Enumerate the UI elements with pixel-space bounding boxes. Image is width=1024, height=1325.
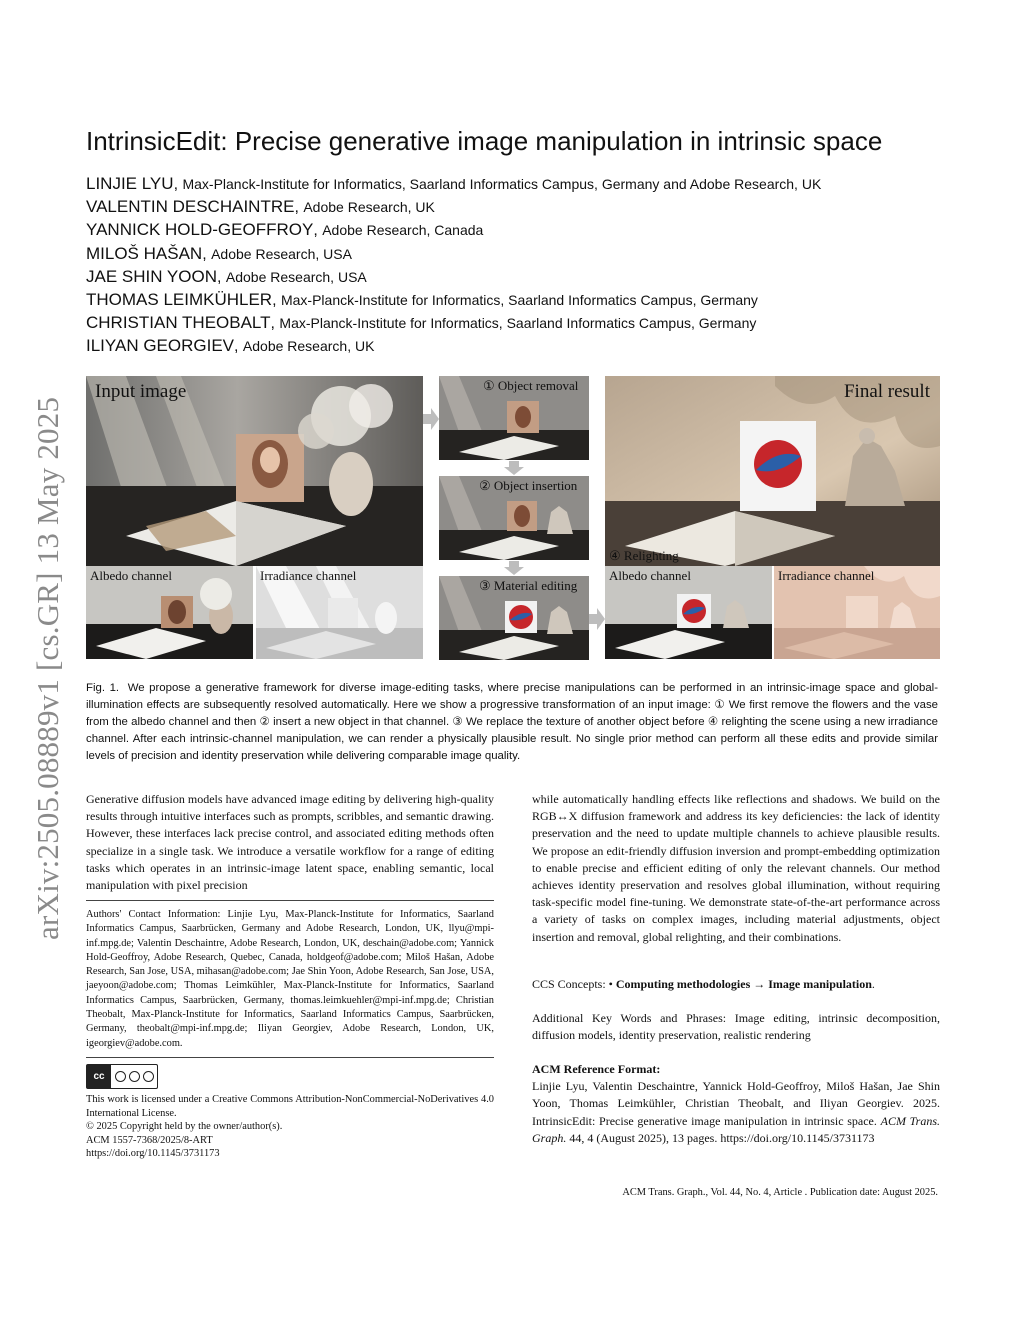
author-affiliation: Max-Planck-Institute for Informatics, Saarland Informatics Campus, Germany bbox=[280, 291, 758, 308]
object-insertion-panel bbox=[439, 476, 589, 560]
material-editing-label: ③ Material editing bbox=[479, 578, 578, 593]
abstract-right-column: while automatically handling effects like reflections and shadows. We build on the RGB↔X diffusion framework and address its key deficiencies: the lack of identity preservation and the need to update multiple channels to achieve plausible results. We propose an edit-friendly diffusion inversion and prompt-embedding optimization to enable precise and efficient editing of only the relevant channels. Our method achieves identity preservation and resolves global illumination, without requiring task-specific model fine-tuning. We demonstrate state-of-the-art performance across a variety of tasks on complex images, including material adjustments, object insertion and removal, global relighting, and their combinations. bbox=[532, 792, 940, 944]
journal-name: ACM Trans. Graph. bbox=[532, 1113, 941, 1145]
ccs-concept: Computing methodologies → Image manipulation bbox=[615, 977, 872, 991]
author-name: ILIYAN GEORGIEV bbox=[86, 336, 235, 356]
author-line: VALENTIN DESCHAINTRE, Adobe Research, UK bbox=[86, 197, 435, 217]
input-image-illustration bbox=[86, 376, 423, 566]
figure-caption-label: Fig. 1. bbox=[86, 682, 120, 694]
author-affiliation: Max-Planck-Institute for Informatics, Saarland Informatics Campus, Germany bbox=[279, 315, 757, 332]
irradiance-channel-left-panel bbox=[256, 566, 423, 659]
cc-logo-icon: cc bbox=[87, 1065, 111, 1088]
cc-nc-icon bbox=[129, 1071, 140, 1082]
cc-nd-icon bbox=[143, 1071, 154, 1082]
irradiance-right-label: Irradiance channel bbox=[778, 568, 875, 583]
author-line: LINJIE LYU, Max-Planck-Institute for Informatics, Saarland Informatics Campus, Germany and Adobe Research, UK bbox=[86, 174, 822, 193]
author-affiliation: Max-Planck-Institute for Informatics, Saarland Informatics Campus, Germany and Adobe Research, UK bbox=[182, 176, 822, 192]
license-statement: This work is licensed under a Creative Commons Attribution-NonCommercial-NoDerivatives 4.0 International License. bbox=[86, 1094, 494, 1119]
acm-reference-text: Linjie Lyu, Valentin Deschaintre, Yannick Hold-Geoffroy, Miloš Hašan, Jae Shin Yoon, Thomas Leimkühler, Christian Theobalt, and Iliyan Georgiev. 2025. IntrinsicEdit: Precise generative image manipulation in intrinsic space. ACM Trans. Graph. 44, 4 (August 2025), 13 pages. https://doi.org/10.1145/3731173 bbox=[532, 1079, 941, 1145]
author-line: THOMAS LEIMKÜHLER, Max-Planck-Institute for Informatics, Saarland Informatics Campus, Germany bbox=[86, 289, 758, 309]
object-removal-label: ① Object removal bbox=[483, 378, 579, 393]
cc-by-icon bbox=[115, 1071, 126, 1082]
author-affiliation: Adobe Research, USA bbox=[225, 268, 367, 285]
abstract-left-column: Generative diffusion models have advanced image editing by delivering high-quality results through intuitive interfaces such as prompts, scribbles, and semantic drawing. However, these interfaces lack precise control, and associated editing methods often specialize in a single task. We introduce a versatile workflow for a range of editing tasks which operates in an intrinsic-image latent space, enabling semantic, local manipulation with pixel precision bbox=[86, 792, 494, 893]
ccs-label: CCS Concepts: • bbox=[532, 977, 613, 991]
author-name: JAE SHIN YOON bbox=[86, 266, 217, 286]
author-name: VALENTIN DESCHAINTRE bbox=[86, 197, 295, 217]
copyright-line: © 2025 Copyright held by the owner/author(s). bbox=[86, 1121, 283, 1133]
author-name: CHRISTIAN THEOBALT bbox=[86, 313, 271, 333]
creative-commons-badge bbox=[86, 1064, 158, 1089]
irradiance-left-label: Irradiance channel bbox=[260, 568, 357, 583]
arrow-down-icon bbox=[504, 461, 524, 475]
material-editing-panel bbox=[439, 576, 589, 660]
paper-title: IntrinsicEdit: Precise generative image manipulation in intrinsic space bbox=[86, 126, 883, 156]
irradiance-channel-right-panel bbox=[774, 566, 940, 659]
page-footer: ACM Trans. Graph., Vol. 44, No. 4, Article . Publication date: August 2025. bbox=[622, 1187, 938, 1198]
author-line: JAE SHIN YOON, Adobe Research, USA bbox=[86, 266, 367, 286]
object-insertion-label: ② Object insertion bbox=[479, 478, 578, 493]
final-result-panel bbox=[605, 376, 940, 566]
doi-link[interactable]: https://doi.org/10.1145/3731173 bbox=[86, 1148, 220, 1160]
figure-caption bbox=[86, 680, 938, 765]
author-affiliation: Adobe Research, Canada bbox=[322, 222, 484, 239]
license-block bbox=[86, 1093, 494, 1161]
final-result-label: Final result bbox=[843, 381, 930, 402]
final-result-illustration bbox=[605, 376, 940, 566]
arxiv-stamp: arXiv:2505.08889v1 [cs.GR] 13 May 2025 bbox=[30, 396, 65, 940]
albedo-right-label: Albedo channel bbox=[609, 568, 691, 583]
author-line: CHRISTIAN THEOBALT, Max-Planck-Institute for Informatics, Saarland Informatics Campus, Germany bbox=[86, 313, 757, 333]
author-name: YANNICK HOLD-GEOFFROY bbox=[86, 220, 314, 240]
arrow-down-icon bbox=[504, 561, 524, 575]
relighting-label: ④ Relighting bbox=[609, 548, 679, 563]
input-image-panel bbox=[86, 376, 423, 566]
acm-issn-line: ACM 1557-7368/2025/8-ART bbox=[86, 1134, 213, 1146]
figure-caption-text: We propose a generative framework for diverse image-editing tasks, where precise manipulations can be performed in an intrinsic-image space and global-illumination effects are subsequently resolved automatically. Here we show a progressive transformation of an input image: ① We first remove the flowers and the vase from the albedo channel and then ② insert a new object in that channel. ③ We replace the texture of another object before ④ relighting the scene using a new irradiance channel. After each intrinsic-channel manipulation, we can render a physically plausible result. No single prior method can perform all these edits and provide similar levels of precision and identity preservation while delivering comparable image quality. bbox=[86, 682, 939, 762]
acm-reference-heading: ACM Reference Format: bbox=[532, 1062, 661, 1076]
footnote-divider bbox=[86, 1057, 494, 1058]
footnote-divider bbox=[86, 900, 494, 901]
author-line: ILIYAN GEORGIEV, Adobe Research, UK bbox=[86, 336, 375, 356]
arrow-right-icon bbox=[589, 608, 605, 630]
ccs-concepts: CCS Concepts: • Computing methodologies → Image manipulation. bbox=[532, 977, 875, 991]
author-name: LINJIE LYU bbox=[86, 174, 174, 193]
albedo-channel-right-panel bbox=[605, 566, 772, 659]
acm-reference bbox=[532, 1061, 940, 1147]
input-image-label: Input image bbox=[95, 381, 187, 402]
author-affiliation: Adobe Research, USA bbox=[211, 245, 352, 262]
author-list bbox=[86, 174, 966, 360]
author-affiliation: Adobe Research, UK bbox=[303, 199, 435, 216]
albedo-left-label: Albedo channel bbox=[90, 568, 172, 583]
keywords: Additional Key Words and Phrases: Image editing, intrinsic decomposition, diffusion models, identity preservation, realistic rendering bbox=[532, 1011, 940, 1043]
author-name: THOMAS LEIMKÜHLER bbox=[86, 289, 273, 309]
object-removal-panel bbox=[439, 376, 589, 460]
author-line: MILOŠ HAŠAN, Adobe Research, USA bbox=[86, 243, 352, 263]
author-name: MILOŠ HAŠAN bbox=[86, 243, 203, 263]
author-contact-info: Authors' Contact Information: Linjie Lyu, Max-Planck-Institute for Informatics, Saarland Informatics Campus, Saarbrücken, Germany and Adobe Research, London, UK, llyu@mpi-inf.mpg.de; Valentin Deschaintre, Adobe Research, London, UK, deschain@adobe.com; Yannick Hold-Geoffroy, Adobe Research, Quebec, Canada, holdgeof@adobe.com; Miloš Hašan, Adobe Research, San Jose, USA, mihasan@adobe.com; Jae Shin Yoon, Adobe Research, San Jose, USA, jaeyoon@adobe.com; Thomas Leimkühler, Max-Planck-Institute for Informatics, Saarland Informatics Campus, Saarbrücken, Germany, thomas.leimkuehler@mpi-inf.mpg.de; Christian Theobalt, Max-Planck-Institute for Informatics, Saarland Informatics Campus, Saarbrücken, Germany, theobalt@mpi-inf.mpg.de; Iliyan Georgiev, Adobe Research, London, UK, igeorgiev@adobe.com. bbox=[86, 909, 494, 1049]
arrow-right-icon bbox=[423, 408, 439, 430]
author-affiliation: Adobe Research, UK bbox=[242, 338, 375, 355]
albedo-channel-left-panel bbox=[86, 566, 253, 659]
author-line: YANNICK HOLD-GEOFFROY, Adobe Research, Canada bbox=[86, 220, 484, 240]
